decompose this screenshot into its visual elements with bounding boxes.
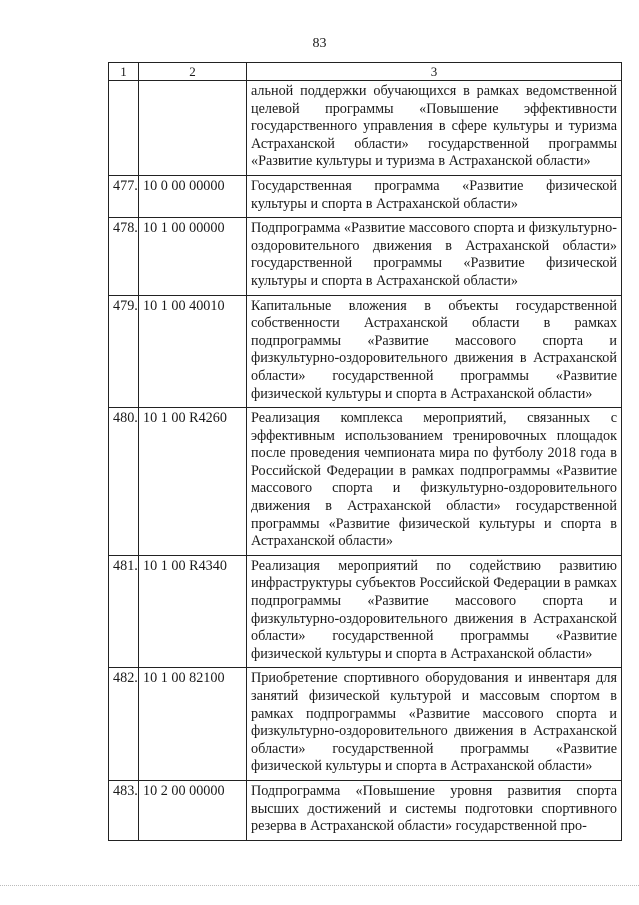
table-row <box>109 175 622 217</box>
column-header-code: 2 <box>139 63 247 81</box>
table-header-row <box>109 63 622 81</box>
row-description: Капитальные вложения в объекты государственной собственности Астраханской области в рамках подпрограммы «Развитие массового спорта и физкультурно-оздоровительного движения в Астраханской области» государственной программы «Развитие физической культуры и спорта в Астраханской области» <box>247 295 622 408</box>
column-header-number: 1 <box>109 63 139 81</box>
page-bottom-edge <box>0 885 639 886</box>
page-number: 83 <box>312 36 327 51</box>
row-number: 481. <box>109 555 139 668</box>
row-code: 10 2 00 00000 <box>139 780 247 840</box>
row-description: Приобретение спортивного оборудования и инвентаря для занятий физической культурой и массовым спортом в рамках подпрограммы «Развитие массового спорта и физкультурно-оздоровительного движения в Астраханской области» государственной программы «Развитие физической культуры и спорта в Астраханской области» <box>247 668 622 781</box>
table-row <box>109 780 622 840</box>
table-row <box>109 408 622 556</box>
table-row <box>109 81 622 176</box>
table-row <box>109 555 622 668</box>
row-number: 482. <box>109 668 139 781</box>
table-row <box>109 218 622 295</box>
row-description: Подпрограмма «Повышение уровня развития спорта высших достижений и системы подготовки спортивного резерва в Астраханской области» государственной про- <box>247 780 622 840</box>
row-code <box>139 81 247 176</box>
row-number: 479. <box>109 295 139 408</box>
row-number: 478. <box>109 218 139 295</box>
row-number: 480. <box>109 408 139 556</box>
table-row <box>109 668 622 781</box>
row-number: 483. <box>109 780 139 840</box>
column-header-description: 3 <box>247 63 622 81</box>
row-code: 10 1 00 R4340 <box>139 555 247 668</box>
row-description: альной поддержки обучающихся в рамках ведомственной целевой программы «Повышение эффективности государственного управления в сфере культуры и туризма Астраханской области» государственной программы «Развитие культуры и туризма в Астраханской области» <box>247 81 622 176</box>
row-description: Государственная программа «Развитие физической культуры и спорта в Астраханской области» <box>247 175 622 217</box>
table-row <box>109 295 622 408</box>
row-code: 10 0 00 00000 <box>139 175 247 217</box>
row-description: Подпрограмма «Развитие массового спорта и физкультурно-оздоровительного движения в Астраханской области» государственной программы «Развитие физической культуры и спорта в Астраханской области» <box>247 218 622 295</box>
row-number <box>109 81 139 176</box>
row-code: 10 1 00 00000 <box>139 218 247 295</box>
row-code: 10 1 00 82100 <box>139 668 247 781</box>
budget-classification-table <box>108 62 622 841</box>
row-description: Реализация мероприятий по содействию развитию инфраструктуры субъектов Российской Федерации в рамках подпрограммы «Развитие массового спорта и физкультурно-оздоровительного движения в Астраханской области» государственной программы «Развитие физической культуры и спорта в Астраханской области» <box>247 555 622 668</box>
row-code: 10 1 00 40010 <box>139 295 247 408</box>
row-description: Реализация комплекса мероприятий, связанных с эффективным использованием тренировочных площадок после проведения чемпионата мира по футболу 2018 года в Российской Федерации в рамках подпрограммы «Развитие массового спорта и физкультурно-оздоровительного движения в Астраханской области» государственной программы «Развитие физической культуры и спорта в Астраханской области» <box>247 408 622 556</box>
row-code: 10 1 00 R4260 <box>139 408 247 556</box>
row-number: 477. <box>109 175 139 217</box>
